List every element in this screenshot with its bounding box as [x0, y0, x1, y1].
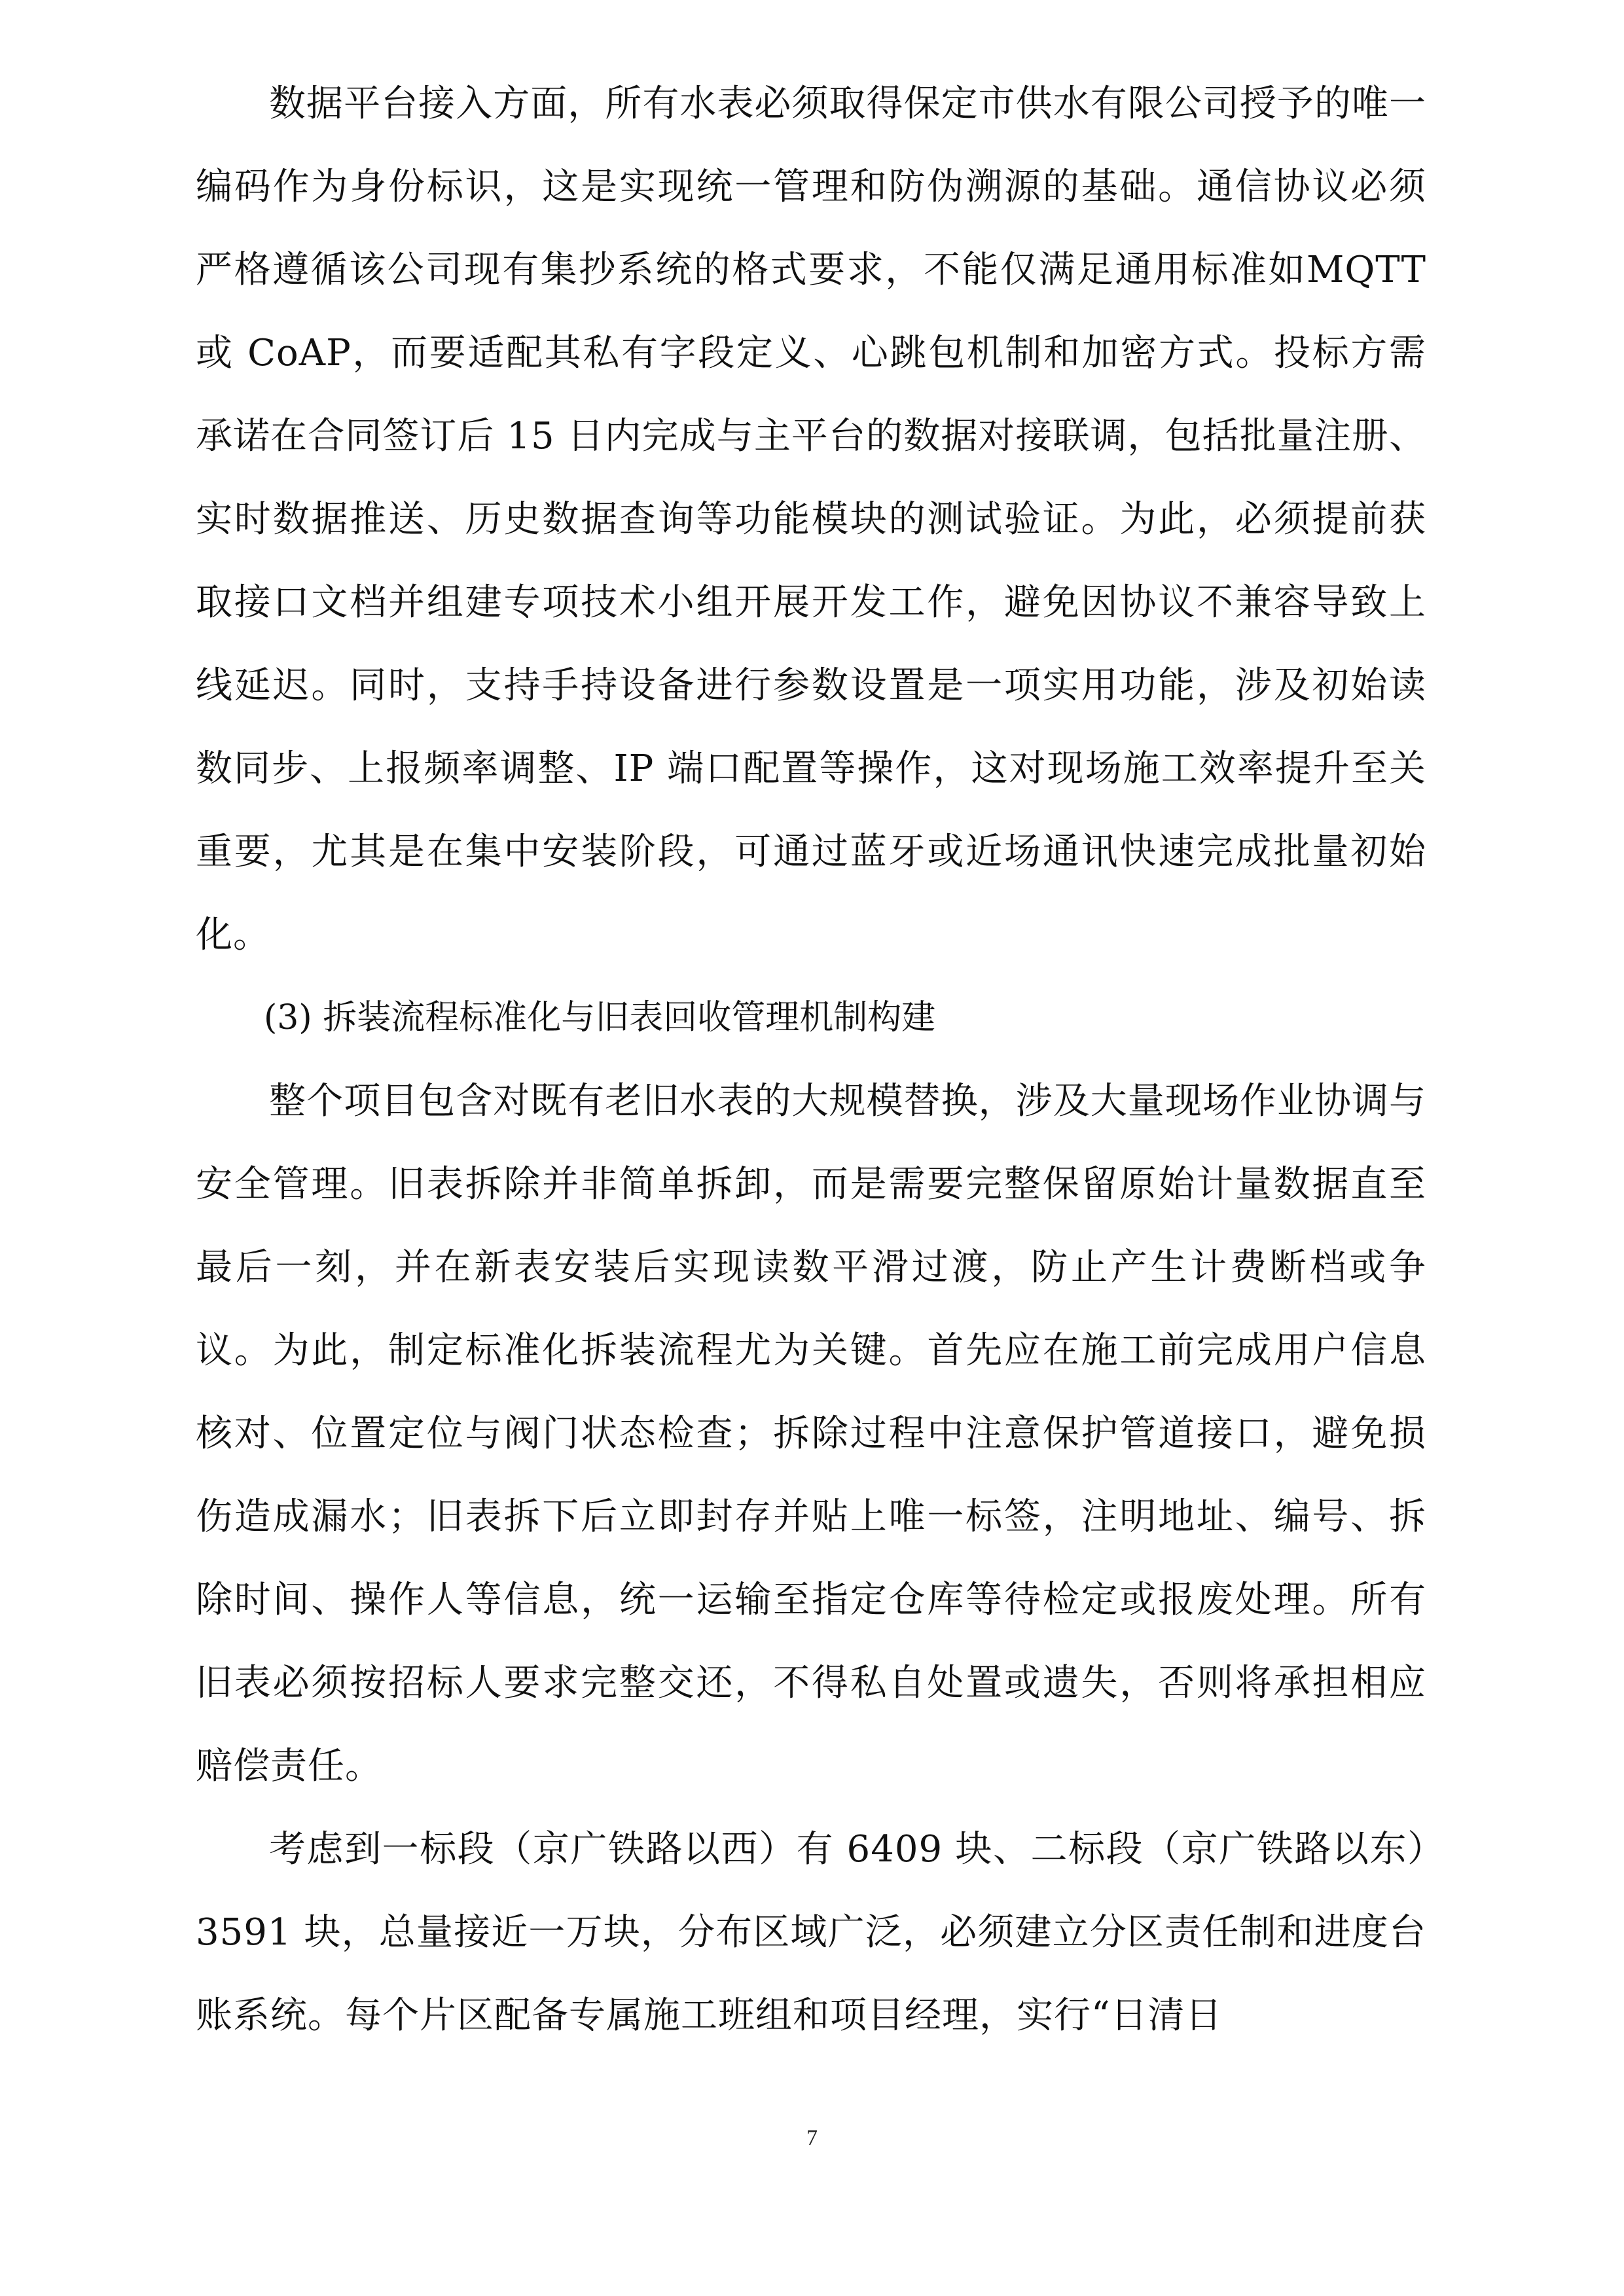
section-heading: (3) 拆装流程标准化与旧表回收管理机制构建 — [264, 998, 936, 1037]
paragraph-section-quantities: 考虑到一标段（京广铁路以西）有 6409 块、二标段（京广铁路以东）3591 块，总量接近一万块，分布区域广泛，必须建立分区责任制和进度台账系统。每个片区配备专属施工班组和项目经理，实行“日清日 — [196, 1828, 1426, 2037]
paragraph-data-platform: 数据平台接入方面，所有水表必须取得保定市供水有限公司授予的唯一编码作为身份标识，这是实现统一管理和防伪溯源的基础。通信协议必须严格遵循该公司现有集抄系统的格式要求，不能仅满足通用标准如MQTT 或 CoAP，而要适配其私有字段定义、心跳包机制和加密方式。投标方需承诺在合同签订后 15 日内完成与主平台的数据对接联调，包括批量注册、实时数据推送、历史数据查询等功能模块的测试验证。为此，必须提前获取接口文档并组建专项技术小组开展开发工作，避免因协议不兼容导致上线延迟。同时，支持手持设备进行参数设置是一项实用功能，涉及初始读数同步、上报频率调整、IP 端口配置等操作，这对现场施工效率提升至关重要，尤其是在集中安装阶段，可通过蓝牙或近场通讯快速完成批量初始化。 — [196, 82, 1426, 956]
page-number: 7 — [806, 2126, 818, 2150]
paragraph-dismantle-process: 整个项目包含对既有老旧水表的大规模替换，涉及大量现场作业协调与安全管理。旧表拆除并非简单拆卸，而是需要完整保留原始计量数据直至最后一刻，并在新表安装后实现读数平滑过渡，防止产生计费断档或争议。为此，制定标准化拆装流程尤为关键。首先应在施工前完成用户信息核对、位置定位与阀门状态检查；拆除过程中注意保护管道接口，避免损伤造成漏水；旧表拆下后立即封存并贴上唯一标签，注明地址、编号、拆除时间、操作人等信息，统一运输至指定仓库等待检定或报废处理。所有旧表必须按招标人要求完整交还，不得私自处置或遗失，否则将承担相应赔偿责任。 — [196, 1080, 1426, 1787]
document-body — [196, 62, 1426, 2057]
